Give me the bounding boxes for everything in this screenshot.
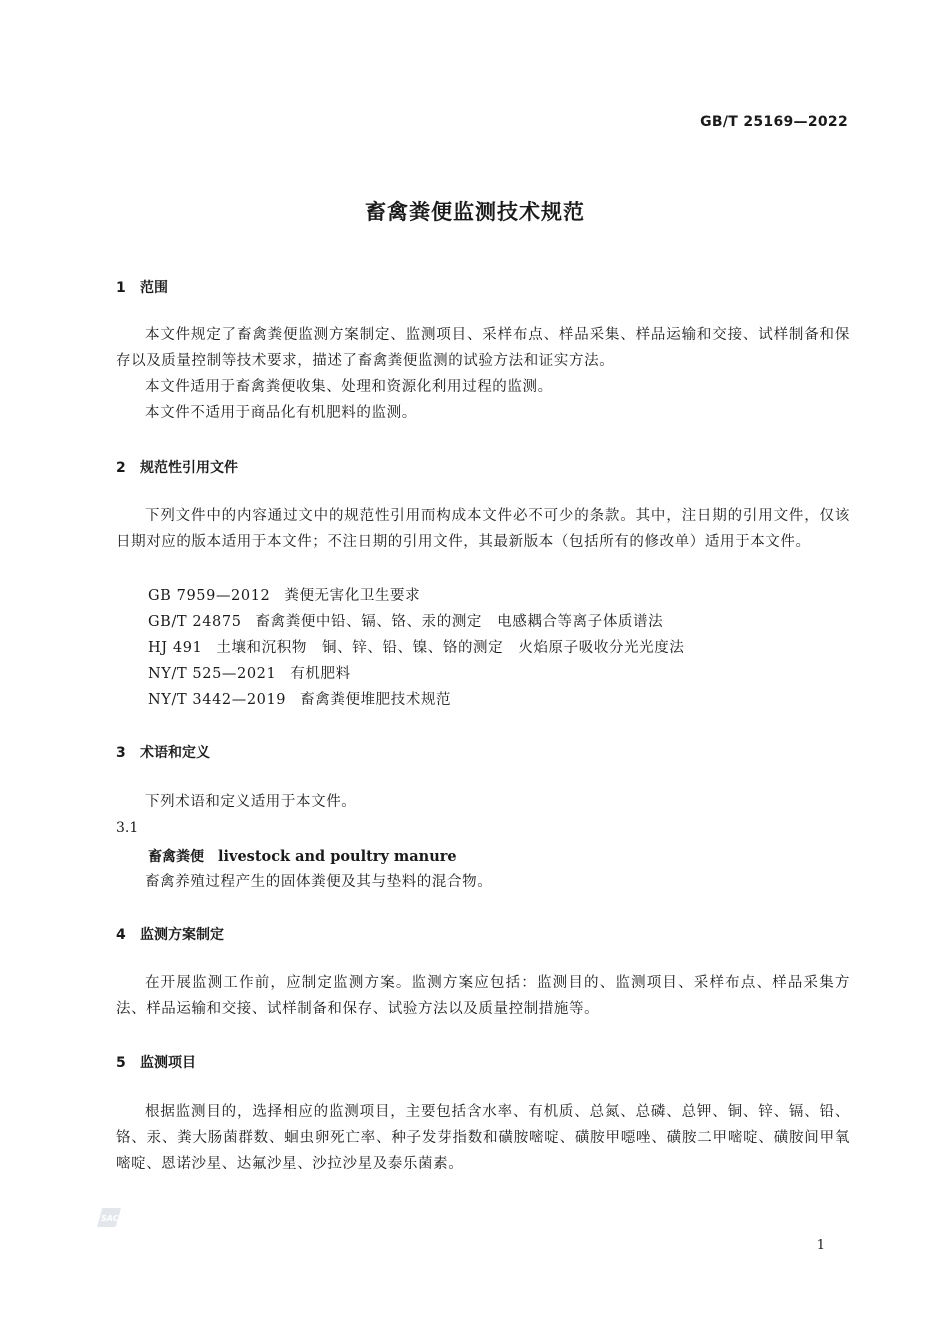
section-3-intro: 下列术语和定义适用于本文件。 <box>145 794 357 810</box>
section-title: 术语和定义 <box>140 745 210 761</box>
section-3-heading <box>116 742 210 762</box>
reference-code: HJ 491 <box>148 640 203 656</box>
term-chinese: 畜禽粪便 <box>148 849 204 865</box>
reference-code: GB 7959—2012 <box>148 588 271 604</box>
section-number: 2 <box>116 460 126 476</box>
section-number: 1 <box>116 280 126 296</box>
section-5-paragraph: 根据监测目的，选择相应的监测项目，主要包括含水率、有机质、总氮、总磷、总钾、铜、锌、镉、铅、铬、汞、粪大肠菌群数、蛔虫卵死亡率、种子发芽指数和磺胺嘧啶、磺胺甲噁唑、磺胺二甲嘧啶、磺胺间甲氧嘧啶、恩诺沙星、达氟沙星、沙拉沙星及泰乐菌素。 <box>116 1104 850 1172</box>
section-2-intro: 下列文件中的内容通过文中的规范性引用而构成本文件必不可少的条款。其中，注日期的引用文件，仅该日期对应的版本适用于本文件；不注日期的引用文件，其最新版本（包括所有的修改单）适用于本文件。 <box>116 508 850 550</box>
reference-title: 有机肥料 <box>290 666 351 682</box>
section-title: 监测方案制定 <box>140 927 224 943</box>
reference-title: 土壤和沉积物 铜、锌、铅、镍、铬的测定 火焰原子吸收分光光度法 <box>216 640 685 656</box>
reference-code: NY/T 3442—2019 <box>148 692 287 708</box>
section-1-paragraph-1: 本文件规定了畜禽粪便监测方案制定、监测项目、采样布点、样品采集、样品运输和交接、试样制备和保存以及质量控制等技术要求，描述了畜禽粪便监测的试验方法和证实方法。 <box>116 327 850 369</box>
term-definition: 畜禽养殖过程产生的固体粪便及其与垫料的混合物。 <box>145 874 493 890</box>
reference-title: 粪便无害化卫生要求 <box>284 588 421 604</box>
section-title: 范围 <box>140 280 168 296</box>
section-4-paragraph: 在开展监测工作前，应制定监测方案。监测方案应包括：监测目的、监测项目、采样布点、样品采集方法、样品运输和交接、试样制备和保存、试验方法以及质量控制措施等。 <box>116 975 850 1017</box>
reference-title: 畜禽粪便中铅、镉、铬、汞的测定 电感耦合等离子体质谱法 <box>255 614 664 630</box>
section-1-paragraph-3: 本文件不适用于商品化有机肥料的监测。 <box>145 405 417 421</box>
standard-code: GB/T 25169—2022 <box>700 114 848 130</box>
reference-item <box>148 636 684 657</box>
reference-code: GB/T 24875 <box>148 614 242 630</box>
section-1-paragraph-2: 本文件适用于畜禽粪便收集、处理和资源化利用过程的监测。 <box>145 379 553 395</box>
section-number: 5 <box>116 1055 126 1071</box>
section-number: 4 <box>116 927 126 943</box>
document-title: 畜禽粪便监测技术规范 <box>365 200 585 224</box>
section-1-heading <box>116 277 168 297</box>
term-number: 3.1 <box>116 820 139 836</box>
sac-logo-icon <box>96 1206 122 1228</box>
term-english: livestock and poultry manure <box>218 848 457 865</box>
reference-title: 畜禽粪便堆肥技术规范 <box>300 692 452 708</box>
svg-text:SAC: SAC <box>101 1214 119 1223</box>
section-title: 监测项目 <box>140 1055 196 1071</box>
reference-item <box>148 584 420 605</box>
page-number: 1 <box>816 1238 825 1253</box>
section-title: 规范性引用文件 <box>140 460 238 476</box>
section-5-heading <box>116 1052 196 1072</box>
section-4-heading <box>116 924 224 944</box>
section-number: 3 <box>116 745 126 761</box>
term-entry <box>148 846 457 866</box>
reference-item <box>148 662 351 683</box>
reference-code: NY/T 525—2021 <box>148 666 277 682</box>
reference-item <box>148 610 663 631</box>
section-2-heading <box>116 457 238 477</box>
reference-item <box>148 688 451 709</box>
